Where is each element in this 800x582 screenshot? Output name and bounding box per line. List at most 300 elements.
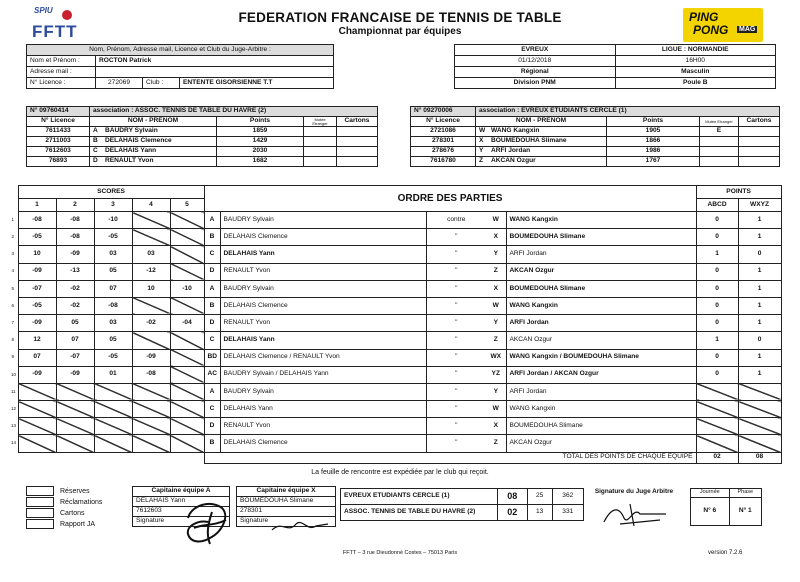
set-score: -04 (170, 315, 204, 332)
game-row (8, 315, 781, 332)
set-score (56, 435, 94, 452)
team-a-player-row (27, 137, 378, 147)
points-team-x: 1 (738, 349, 781, 366)
journee-label: Journée (691, 489, 730, 498)
versus-cell: contre (426, 212, 486, 229)
reclamations-checkbox[interactable] (26, 497, 54, 507)
rapport-label: Rapport JA (60, 520, 96, 528)
player-letter: X (479, 137, 484, 145)
referee-name: ROCTON Patrick (96, 56, 334, 67)
points-team-x (738, 401, 781, 418)
team-x-col-cards: Cartons (739, 117, 780, 127)
match-category: Masculin (615, 67, 776, 78)
team-a-letter: AC (204, 366, 220, 383)
game-row (8, 280, 781, 297)
set-5-header: 5 (170, 199, 204, 212)
points-team-x: 1 (738, 263, 781, 280)
set-score (94, 383, 132, 400)
set-score: -05 (18, 297, 56, 314)
points-team-x: 0 (738, 246, 781, 263)
captain-x-signature (270, 516, 330, 536)
player-licence: 7611433 (27, 127, 90, 137)
player-licence: 76893 (27, 157, 90, 167)
set-score (132, 401, 170, 418)
total-x: 08 (738, 452, 781, 463)
captain-x-licence: 278301 (237, 507, 336, 517)
team-a-letter: D (204, 315, 220, 332)
team-a-letter: C (204, 332, 220, 349)
game-row (8, 297, 781, 314)
game-number: 3 (11, 251, 14, 257)
team-a-player-row (27, 127, 378, 137)
team-a-letter: A (204, 383, 220, 400)
final-results-table (340, 488, 584, 521)
result-1-team: EVREUX ETUDIANTS CERCLE (1) (341, 489, 498, 505)
team-x-player: BOUMEDOUHA Slimane (506, 229, 696, 246)
points-team-a: 0 (696, 229, 738, 246)
team-a-col-foreign: Mutée Etranger (304, 117, 337, 127)
player-letter: A (93, 127, 98, 135)
game-row (8, 383, 781, 400)
team-x-player: ARFI Jordan (506, 315, 696, 332)
set-score (170, 332, 204, 349)
player-letter: D (93, 157, 98, 165)
versus-cell: " (426, 263, 486, 280)
journee-value: N° 6 (691, 498, 730, 526)
team-x-player-row (411, 147, 780, 157)
referee-club: ENTENTE GISORSIENNE T.T (180, 78, 334, 89)
abcd-header: ABCD (696, 199, 738, 212)
points-team-a: 0 (696, 349, 738, 366)
set-score (170, 366, 204, 383)
set-score: -09 (56, 366, 94, 383)
team-a-col-name: NOM - PRENOM (90, 117, 217, 127)
match-pool: Poule B (615, 78, 776, 89)
team-a-player: DELAHAIS Clemence / RENAULT Yvon (220, 349, 426, 366)
team-a-letter: BD (204, 349, 220, 366)
versus-cell: " (426, 315, 486, 332)
points-team-a: 0 (696, 280, 738, 297)
set-score (170, 401, 204, 418)
team-a-player: BAUDRY Sylvain / DELAHAIS Yann (220, 366, 426, 383)
logo-text: FFTT (32, 22, 78, 41)
set-score (170, 246, 204, 263)
set-score: -09 (18, 315, 56, 332)
set-score: -08 (94, 297, 132, 314)
team-x-player: WANG Kangxin (506, 297, 696, 314)
match-date: 01/12/2018 (455, 56, 616, 67)
points-team-a (696, 435, 738, 452)
player-letter: Y (479, 147, 484, 155)
set-1-header: 1 (18, 199, 56, 212)
set-score (18, 418, 56, 435)
result-2-points: 331 (552, 505, 583, 521)
game-number: 1 (11, 216, 14, 222)
team-x-letter: X (486, 280, 506, 297)
player-cards (739, 157, 780, 167)
set-score (56, 401, 94, 418)
team-a-association: association : ASSOC. TENNIS DE TABLE DU HAVRE (2) (90, 107, 378, 117)
set-score: -10 (94, 212, 132, 229)
referee-licence: 272069 (96, 78, 143, 89)
set-score (94, 401, 132, 418)
set-score (170, 435, 204, 452)
game-row (8, 332, 781, 349)
team-a-player: DELAHAIS Yann (220, 401, 426, 418)
team-x-letter: X (486, 418, 506, 435)
team-x-player: AKCAN Ozgur (506, 332, 696, 349)
footer-version: version 7.2.6 (708, 550, 743, 556)
player-name: AKCAN Ozgur (491, 157, 536, 165)
points-team-x: 1 (738, 366, 781, 383)
team-x-player: AKCAN Ozgur (506, 435, 696, 452)
set-score: -07 (18, 280, 56, 297)
captain-a-name: DELAHAIS Yann (133, 497, 230, 507)
team-x-player: ARFI Jordan / AKCAN Ozgur (506, 366, 696, 383)
referee-table (26, 44, 334, 89)
team-a-letter: B (204, 435, 220, 452)
team-x-player-row (411, 127, 780, 137)
phase-value: N° 1 (729, 498, 761, 526)
set-score (94, 418, 132, 435)
match-time: 16H00 (615, 56, 776, 67)
team-a-letter: C (204, 401, 220, 418)
player-name: WANG Kangxin (491, 127, 540, 135)
referee-signature-label: Signature du Juge Arbitre (594, 488, 674, 495)
set-score: -05 (18, 229, 56, 246)
captain-x-signature-label: Signature (237, 517, 336, 527)
reserves-checkbox[interactable] (26, 486, 54, 496)
player-licence: 278301 (411, 137, 476, 147)
set-score: 07 (18, 349, 56, 366)
team-a-col-cards: Cartons (337, 117, 378, 127)
page-subtitle: Championnat par équipes (338, 26, 462, 37)
referee-club-label: Club : (143, 78, 180, 89)
team-x-letter: Y (486, 383, 506, 400)
player-foreign (304, 127, 337, 137)
referee-mail (96, 67, 334, 78)
set-2-header: 2 (56, 199, 94, 212)
set-score (132, 332, 170, 349)
player-letter: B (93, 137, 98, 145)
player-name: DELAHAIS Yann (105, 147, 157, 155)
player-name: BAUDRY Sylvain (105, 127, 158, 135)
team-a-letter: B (204, 229, 220, 246)
team-x-letter: W (486, 212, 506, 229)
order-title: ORDRE DES PARTIES (204, 186, 696, 212)
player-cards (337, 147, 378, 157)
team-x-letter: WX (486, 349, 506, 366)
player-points: 1859 (217, 127, 304, 137)
team-a-col-licence: N° Licence (27, 117, 90, 127)
game-number: 2 (11, 234, 14, 240)
points-team-x: 1 (738, 229, 781, 246)
game-number: 11 (11, 388, 16, 394)
set-score (94, 435, 132, 452)
game-row (8, 401, 781, 418)
player-cell (476, 127, 607, 137)
team-x-player-row (411, 157, 780, 167)
team-a-player: RENAULT Yvon (220, 418, 426, 435)
captain-a-signature (182, 498, 232, 548)
game-number: 10 (11, 371, 17, 377)
result-2-team: ASSOC. TENNIS DE TABLE DU HAVRE (2) (341, 505, 498, 521)
set-score: 07 (56, 332, 94, 349)
team-x-col-points: Points (607, 117, 700, 127)
player-cards (337, 127, 378, 137)
set-score: -08 (56, 212, 94, 229)
player-licence: 2721086 (411, 127, 476, 137)
team-x-player-row (411, 137, 780, 147)
team-x-player: WANG Kangxin / BOUMEDOUHA Slimane (506, 349, 696, 366)
team-a-letter: C (204, 246, 220, 263)
player-cards (739, 127, 780, 137)
player-cell (90, 147, 217, 157)
player-points: 1429 (217, 137, 304, 147)
versus-cell: " (426, 246, 486, 263)
player-foreign (304, 147, 337, 157)
game-row (8, 366, 781, 383)
set-score (18, 401, 56, 418)
team-a-player: RENAULT Yvon (220, 315, 426, 332)
team-a-letter: A (204, 212, 220, 229)
notice-text: La feuille de rencontre est expédiée par le club qui reçoit. (311, 469, 489, 476)
team-x-col-foreign: Mutée Etranger (700, 117, 739, 127)
player-licence: 7612603 (27, 147, 90, 157)
points-team-x: 1 (738, 315, 781, 332)
points-team-x (738, 418, 781, 435)
logo-line-1: PING (689, 10, 719, 24)
referee-caption: Nom, Prénom, Adresse mail, Licence et Club du Juge-Arbitre : (27, 45, 334, 56)
set-score: -02 (56, 297, 94, 314)
player-foreign (304, 157, 337, 167)
team-a-player: DELAHAIS Clemence (220, 297, 426, 314)
match-league: LIGUE : NORMANDIE (615, 45, 776, 56)
team-x-letter: Y (486, 315, 506, 332)
game-number: 8 (11, 337, 14, 343)
team-a-col-points: Points (217, 117, 304, 127)
set-score: 07 (94, 280, 132, 297)
set-score: -02 (132, 315, 170, 332)
team-x-letter: Z (486, 332, 506, 349)
set-score: 10 (18, 246, 56, 263)
player-cell (476, 137, 607, 147)
scores-title: SCORES (18, 186, 204, 199)
player-licence: 7616780 (411, 157, 476, 167)
referee-name-label: Nom et Prénom : (27, 56, 96, 67)
set-score: 05 (94, 263, 132, 280)
player-points: 1866 (607, 137, 700, 147)
set-score (170, 263, 204, 280)
points-team-a: 0 (696, 263, 738, 280)
team-a-player: BAUDRY Sylvain (220, 212, 426, 229)
set-score: 12 (18, 332, 56, 349)
player-name: BOUMEDOUHA Slimane (491, 137, 567, 145)
player-points: 1905 (607, 127, 700, 137)
set-score: 05 (94, 332, 132, 349)
game-number: 13 (11, 423, 17, 429)
phase-label: Phase (729, 489, 761, 498)
set-score: -08 (18, 212, 56, 229)
team-a-player: DELAHAIS Yann (220, 246, 426, 263)
team-a-letter: D (204, 418, 220, 435)
rapport-checkbox[interactable] (26, 519, 54, 529)
match-division: Division PNM (455, 78, 616, 89)
reclamations-label: Réclamations (60, 498, 103, 506)
fftt-logo (30, 6, 90, 42)
set-score: 10 (132, 280, 170, 297)
set-score: -09 (132, 349, 170, 366)
team-x-number: N° 09270006 (411, 107, 476, 117)
set-score: -08 (132, 366, 170, 383)
versus-cell: " (426, 229, 486, 246)
referee-mail-label: Adresse mail : (27, 67, 96, 78)
team-x-letter: Z (486, 435, 506, 452)
player-licence: 278676 (411, 147, 476, 157)
player-points: 2030 (217, 147, 304, 157)
total-a: 02 (696, 452, 738, 463)
set-score: 03 (94, 246, 132, 263)
points-team-x (738, 383, 781, 400)
set-3-header: 3 (94, 199, 132, 212)
team-x-player: ARFI Jordan (506, 246, 696, 263)
team-a-player: BAUDRY Sylvain (220, 280, 426, 297)
player-foreign (700, 157, 739, 167)
team-x-letter: Y (486, 246, 506, 263)
team-a-letter: A (204, 280, 220, 297)
set-score (132, 212, 170, 229)
set-score (170, 418, 204, 435)
set-score: -02 (56, 280, 94, 297)
set-score (170, 229, 204, 246)
team-a-player-row (27, 147, 378, 157)
set-score (56, 383, 94, 400)
points-team-a: 1 (696, 332, 738, 349)
player-cell (90, 137, 217, 147)
round-phase-table (690, 488, 762, 526)
set-score: 03 (94, 315, 132, 332)
points-team-x: 1 (738, 297, 781, 314)
team-a-player: DELAHAIS Clemence (220, 435, 426, 452)
points-team-x: 1 (738, 280, 781, 297)
set-score: -05 (94, 229, 132, 246)
game-number: 6 (11, 302, 14, 308)
player-points: 1986 (607, 147, 700, 157)
team-x-col-name: NOM - PRENOM (476, 117, 607, 127)
logo-tag: MAG (739, 26, 756, 33)
captain-a-title: Capitaine équipe A (133, 487, 230, 497)
game-number: 5 (11, 285, 14, 291)
result-1-score: 08 (498, 489, 528, 505)
player-name: ARFI Jordan (491, 147, 531, 155)
set-score: 01 (94, 366, 132, 383)
team-x-letter: W (486, 401, 506, 418)
player-points: 1682 (217, 157, 304, 167)
game-number: 9 (11, 354, 14, 360)
set-score (132, 418, 170, 435)
set-score: -05 (94, 349, 132, 366)
set-score (170, 212, 204, 229)
game-number: 4 (11, 268, 14, 274)
team-a-player: RENAULT Yvon (220, 263, 426, 280)
player-foreign (700, 137, 739, 147)
team-x-player: WANG Kangxin (506, 212, 696, 229)
team-a-table (26, 106, 378, 167)
set-score (18, 383, 56, 400)
set-score: -09 (56, 246, 94, 263)
set-score (132, 435, 170, 452)
points-team-x (738, 435, 781, 452)
points-team-a: 0 (696, 212, 738, 229)
player-cards (739, 147, 780, 157)
logo-ball-icon (60, 8, 74, 22)
game-row (8, 212, 781, 229)
points-team-a: 0 (696, 315, 738, 332)
team-a-player: DELAHAIS Clemence (220, 229, 426, 246)
footer-address: FFTT – 3 rue Dieudonné Costes – 75013 Paris (342, 550, 458, 556)
player-foreign (700, 147, 739, 157)
versus-cell: " (426, 383, 486, 400)
game-row (8, 246, 781, 263)
set-score: -08 (56, 229, 94, 246)
game-number: 14 (11, 440, 17, 446)
versus-cell: " (426, 401, 486, 418)
player-letter: C (93, 147, 98, 155)
versus-cell: " (426, 332, 486, 349)
set-score: -07 (56, 349, 94, 366)
player-cell (476, 157, 607, 167)
team-a-number: N° 09760414 (27, 107, 90, 117)
set-4-header: 4 (132, 199, 170, 212)
versus-cell: " (426, 349, 486, 366)
points-title: POINTS (696, 186, 781, 199)
logo-top-text: SPIU (34, 6, 53, 15)
set-score (132, 297, 170, 314)
game-row (8, 435, 781, 452)
points-team-a: 0 (696, 366, 738, 383)
team-x-player: AKCAN Ozgur (506, 263, 696, 280)
points-team-x: 0 (738, 332, 781, 349)
game-row (8, 418, 781, 435)
team-x-letter: X (486, 229, 506, 246)
player-name: RENAULT Yvon (105, 157, 154, 165)
player-cards (739, 137, 780, 147)
set-score (170, 297, 204, 314)
set-score: -12 (132, 263, 170, 280)
points-team-a: 0 (696, 297, 738, 314)
set-score: -09 (18, 366, 56, 383)
team-x-table (410, 106, 780, 167)
player-cards (337, 137, 378, 147)
player-points: 1767 (607, 157, 700, 167)
team-x-player: ARFI Jordan (506, 383, 696, 400)
cartons-checkbox[interactable] (26, 508, 54, 518)
points-team-a (696, 418, 738, 435)
set-score (170, 349, 204, 366)
player-cell (90, 157, 217, 167)
result-2-score: 02 (498, 505, 528, 521)
game-row (8, 229, 781, 246)
match-place: EVREUX (455, 45, 616, 56)
set-score: 05 (56, 315, 94, 332)
set-score (132, 383, 170, 400)
team-a-player: BAUDRY Sylvain (220, 383, 426, 400)
game-row (8, 263, 781, 280)
game-number: 7 (11, 319, 14, 325)
team-a-player-row (27, 157, 378, 167)
versus-cell: " (426, 280, 486, 297)
team-x-player: WANG Kangxin (506, 401, 696, 418)
